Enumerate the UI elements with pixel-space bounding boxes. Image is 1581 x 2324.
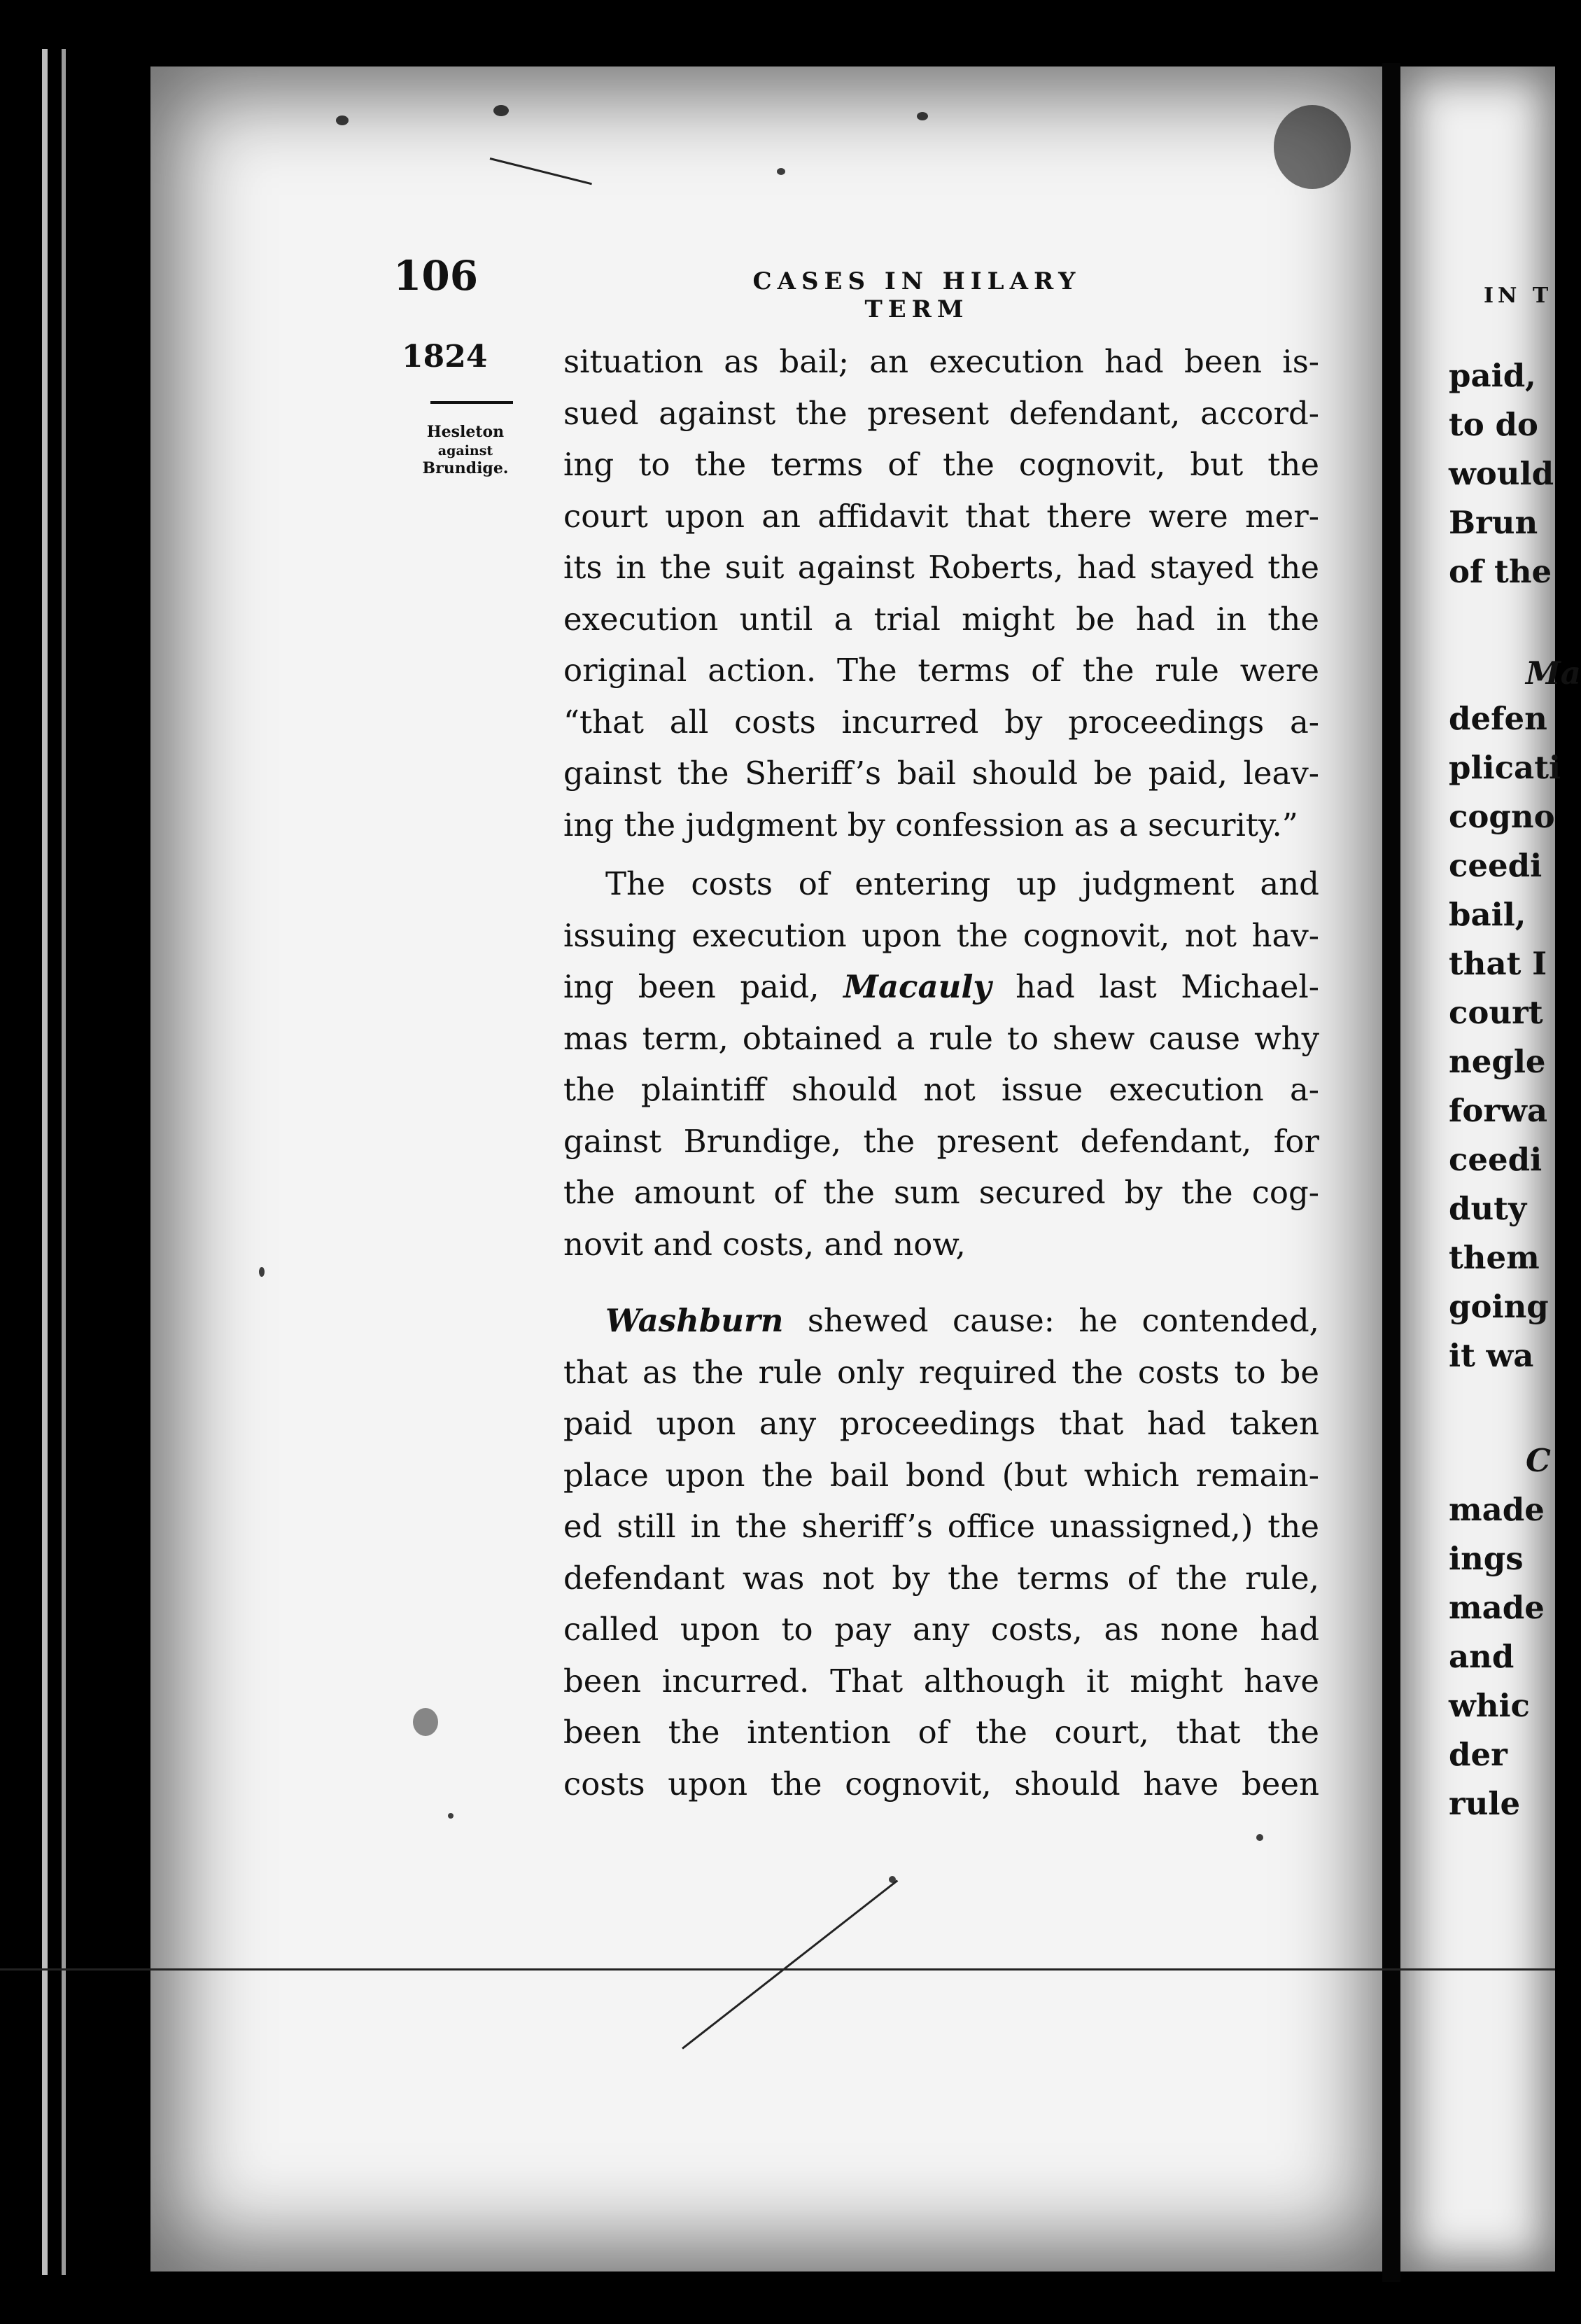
text-line: been incurred. That although it might have [563,1662,1319,1700]
facing-page-line: ceedi [1449,847,1543,884]
text-segment: shewed cause: he contended, [783,1302,1319,1339]
text-line: ed still in the sheriff’s office unassigned,) the [563,1508,1319,1545]
text-line: that as the rule only required the costs to be [563,1353,1319,1391]
text-segment: ing been paid, [563,968,844,1005]
text-line: execution until a trial might be had in the [563,600,1319,638]
ink-speck [1256,1834,1263,1841]
paragraph-1 [563,336,1319,850]
left-dark-border [0,0,150,2324]
margin-case-name-line: Hesleton [426,423,505,441]
facing-page-line: rule [1449,1785,1521,1822]
ink-speck [259,1267,265,1277]
text-line: mas term, obtained a rule to shew cause why [563,1019,1319,1057]
text-line: “that all costs incurred by proceedings a- [563,703,1319,741]
facing-page-line: going [1449,1288,1549,1325]
text-line [563,1295,1319,1347]
facing-page-line: it wa [1449,1337,1534,1374]
text-line: the amount of the sum secured by the cog- [563,1174,1319,1211]
facing-page-line: ings [1449,1540,1524,1577]
running-head: CASES IN HILARY TERM [752,267,1081,323]
facing-page-line: paid, [1449,357,1536,394]
page-number: 106 [393,252,479,300]
margin-case-name-line: against [437,443,493,458]
text-line: ing the judgment by confession as a security.” [563,806,1298,844]
text-line [563,961,1319,1013]
facing-page-line: made [1449,1491,1545,1528]
text-line: novit and costs, and now, [563,1225,966,1263]
text-line: been the intention of the court, that the [563,1714,1319,1751]
facing-page-line: them [1449,1239,1540,1276]
text-line: court upon an affidavit that there were mer- [563,497,1319,535]
text-line: defendant was not by the terms of the rule, [563,1559,1319,1597]
paragraph-3 [563,1295,1319,1809]
dark-stain [1274,105,1351,189]
text-line: gainst the Sheriff’s bail should be paid, leav- [563,755,1319,792]
text-line: place upon the bail bond (but which remain- [563,1456,1319,1494]
ink-speck [493,105,509,116]
facing-page-line: would [1449,455,1554,492]
facing-page-line: plicati [1449,749,1561,786]
facing-page-line: of the [1449,553,1552,590]
facing-page-line: cogno [1449,798,1555,835]
ink-speck [917,112,928,120]
book-gutter [1382,63,1400,2282]
text-line: sued against the present defendant, accord- [563,394,1319,432]
margin-year: 1824 [402,339,488,374]
text-line: costs upon the cognovit, should have been [563,1765,1319,1802]
counsel-name: Washburn [605,1302,784,1339]
facing-page-line: to do [1449,406,1538,443]
text-line: the plaintiff should not issue execution a- [563,1071,1319,1108]
ink-speck [448,1813,454,1819]
book-edge-line [62,49,66,2275]
counsel-name: Macauly [843,968,992,1005]
paragraph-2 [563,858,1319,1270]
facing-page-line: ceedi [1449,1141,1543,1178]
text-line: called upon to pay any costs, as none had [563,1611,1319,1648]
text-line: its in the suit against Roberts, had stayed the [563,549,1319,586]
facing-page-line: defen [1449,700,1547,737]
facing-page-line: Brun [1449,504,1538,541]
text-line: issuing execution upon the cognovit, not hav- [563,916,1319,954]
facing-page-line: court [1449,994,1543,1031]
text-line: situation as bail; an execution had been is- [563,343,1319,380]
ink-speck [336,115,349,125]
text-line: original action. The terms of the rule were [563,652,1319,689]
facing-page-line: forwa [1449,1092,1547,1129]
text-line: ing to the terms of the cognovit, but the [563,446,1319,483]
facing-page-line: duty [1449,1190,1527,1227]
facing-page-line: C [1526,1442,1551,1479]
dark-stain [413,1708,438,1736]
facing-page-line: made [1449,1589,1545,1626]
top-dark-border [0,0,1555,66]
facing-page-line: bail, [1449,896,1526,933]
margin-rule [430,401,513,404]
facing-page-line: der [1449,1736,1508,1773]
text-line: gainst Brundige, the present defendant, for [563,1122,1319,1160]
text-segment: had last Michael- [991,968,1320,1005]
text-line: The costs of entering up judgment and [605,865,1319,902]
facing-page-line: and [1449,1638,1515,1675]
book-edge-line [42,49,48,2275]
bottom-dark-border [0,2272,1555,2324]
ink-speck [777,168,785,175]
facing-page-line: Ma [1526,654,1581,692]
text-line: paid upon any proceedings that had taken [563,1405,1319,1442]
facing-page-line: that I [1449,945,1547,982]
facing-page-line: whic [1449,1687,1530,1724]
scan-line [0,1968,1555,1970]
margin-case-name-line: Brundige. [422,459,509,477]
facing-page-line: negle [1449,1043,1546,1080]
facing-running-head: IN T [1484,284,1553,308]
